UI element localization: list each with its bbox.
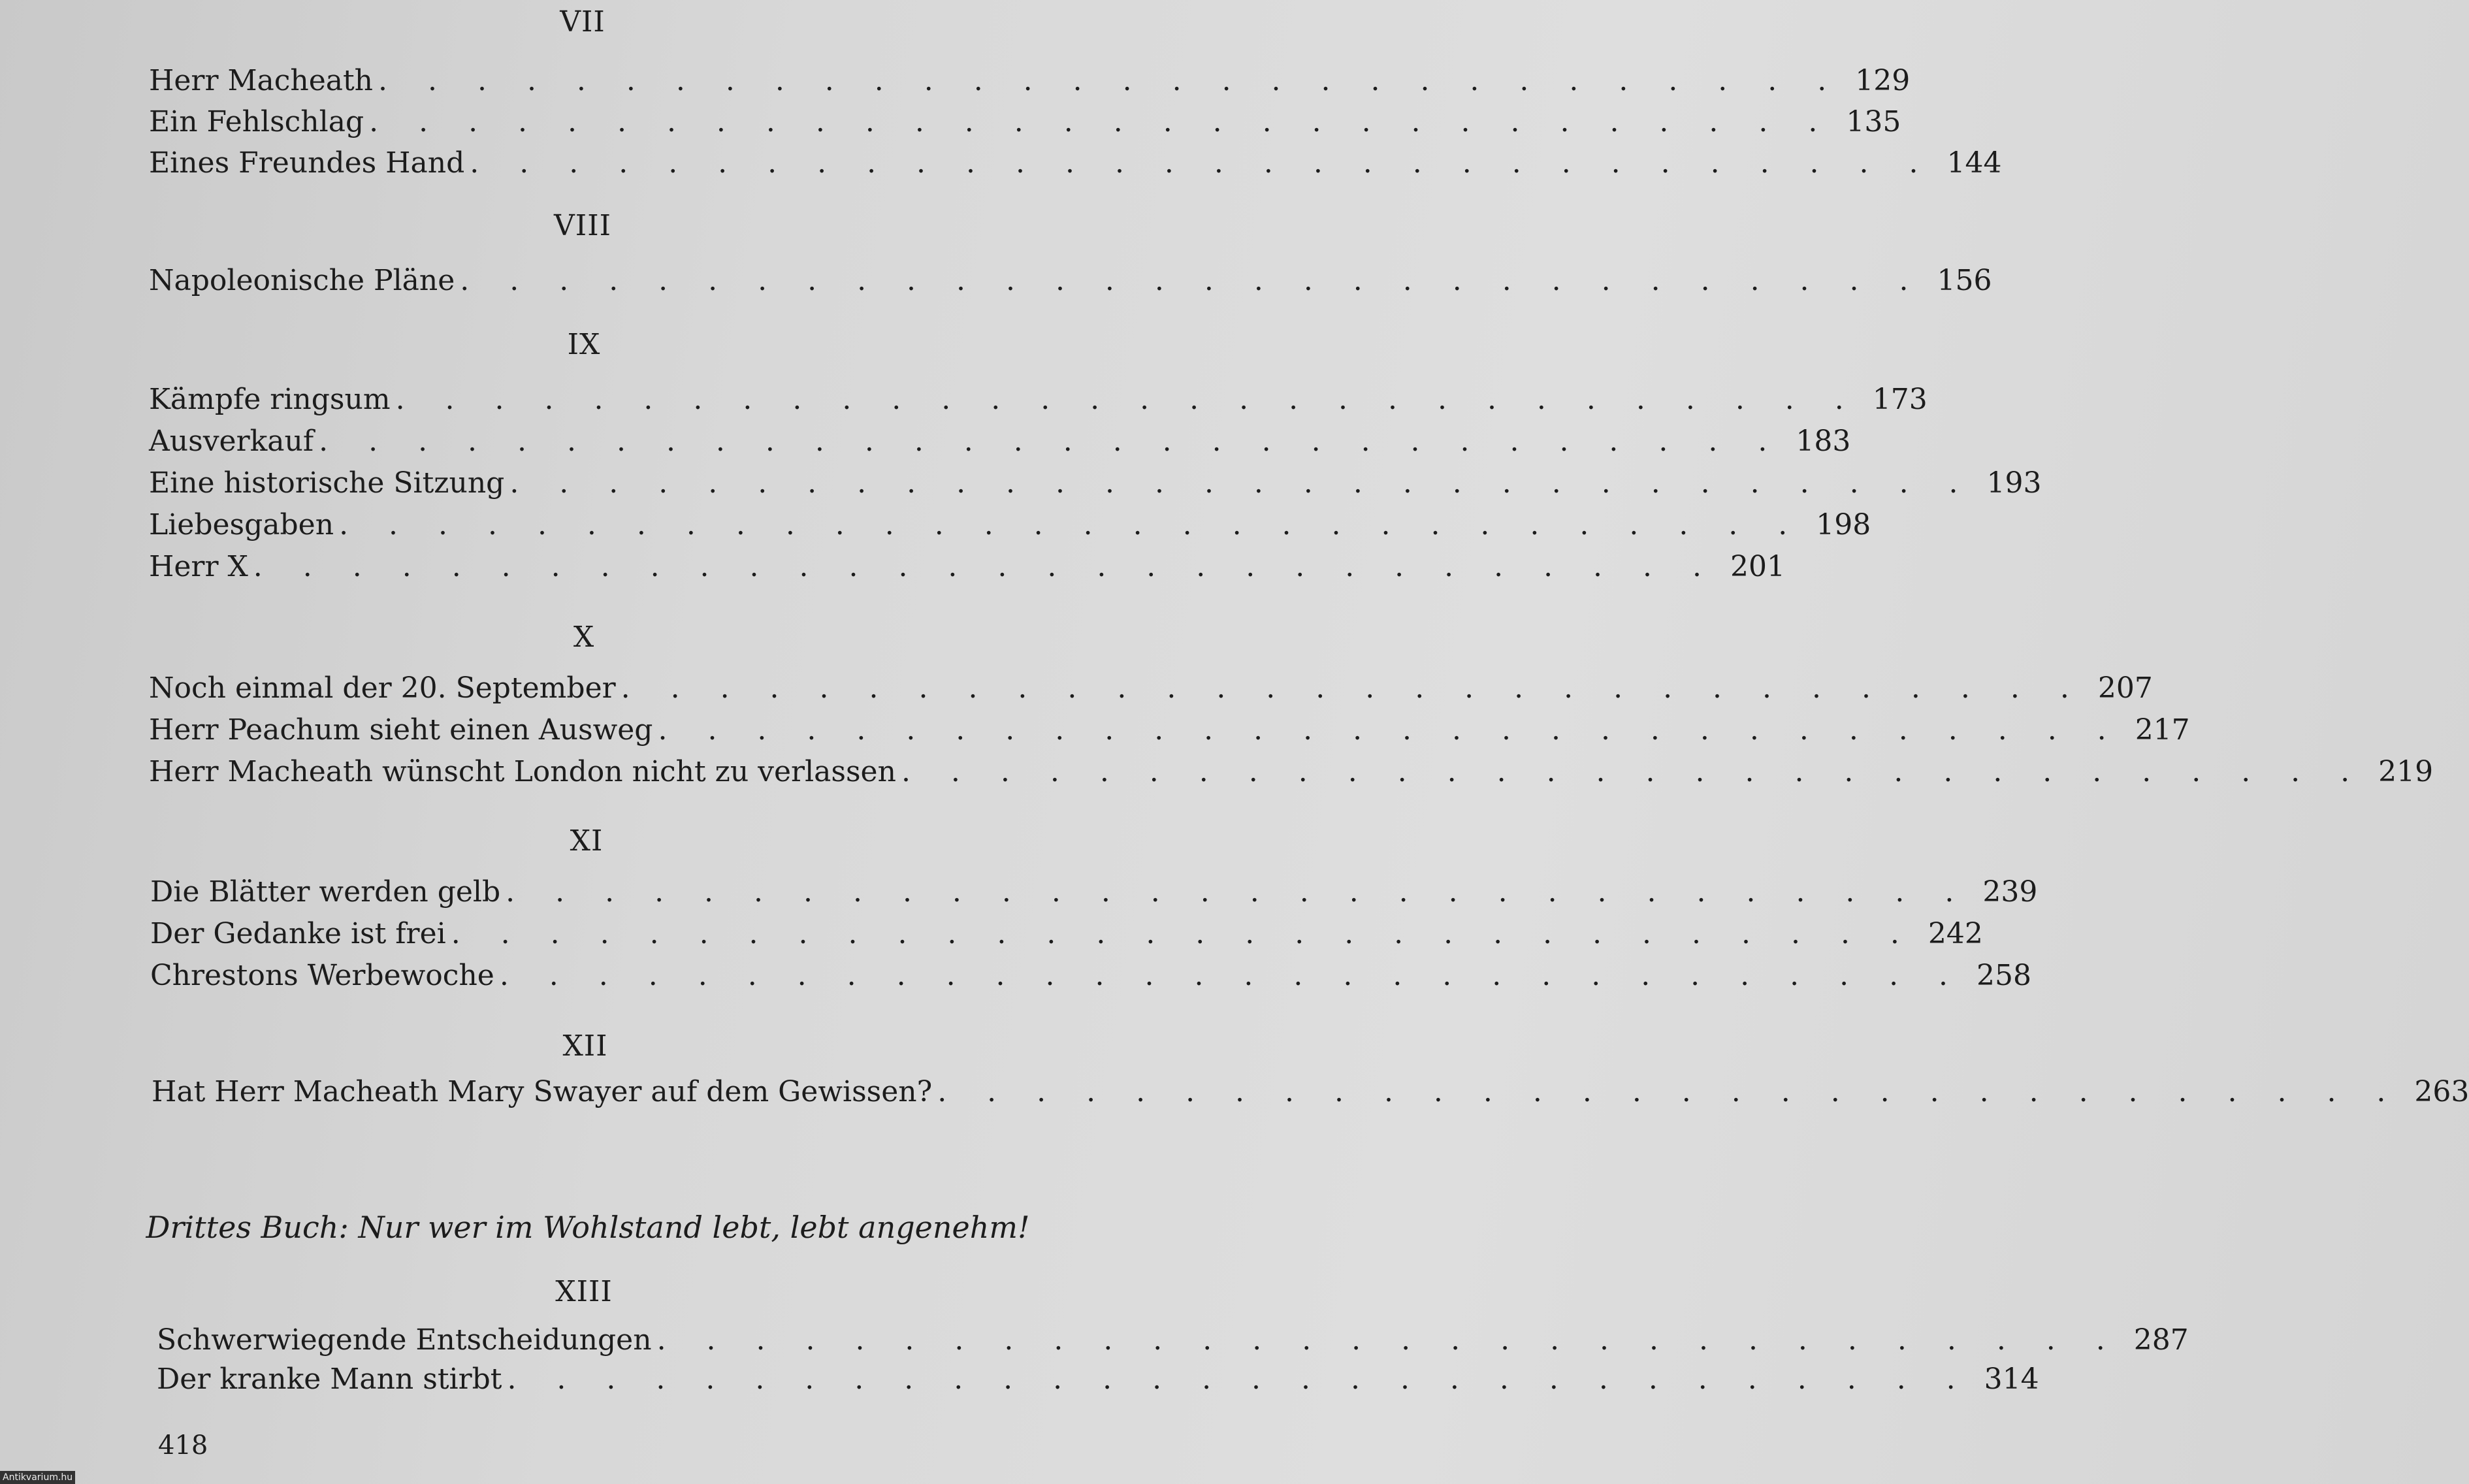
entry-title: Eine historische Sitzung bbox=[149, 466, 505, 500]
leader-dots: . . . . . . . . . . . . . . . . . . . . . . . . . . . . . . bbox=[395, 383, 1860, 416]
chapter-numeral: VII bbox=[560, 5, 605, 39]
chapter-numeral: XII bbox=[562, 1029, 608, 1063]
entry-title: Herr X bbox=[149, 550, 248, 583]
entry-page: 242 bbox=[1928, 917, 1983, 950]
toc-entry bbox=[150, 959, 2032, 992]
entry-title: Ausverkauf bbox=[149, 425, 314, 458]
leader-dots: . . . . . . . . . . . . . . . . . . . . . . . . . . . . . . bbox=[319, 425, 1783, 458]
leader-dots: . . . . . . . . . . . . . . . . . . . . . . . . . . . . . . bbox=[369, 105, 1833, 138]
entry-title: Eines Freundes Hand bbox=[149, 146, 465, 180]
entry-page: 258 bbox=[1977, 959, 2032, 992]
toc-entry bbox=[149, 713, 2190, 747]
leader-dots: . . . . . . . . . . . . . . . . . . . . . . . . . . . . . . bbox=[901, 755, 2366, 788]
entry-title: Der Gedanke ist frei bbox=[150, 917, 446, 950]
entry-page: 173 bbox=[1872, 383, 1928, 416]
leader-dots: . . . . . . . . . . . . . . . . . . . . . . . . . . . . . . bbox=[339, 508, 1803, 541]
leader-dots: . . . . . . . . . . . . . . . . . . . . . . . . . . . . . . bbox=[378, 64, 1843, 97]
toc-entry bbox=[149, 264, 1992, 297]
entry-page: 193 bbox=[1986, 466, 2042, 500]
entry-page: 263 bbox=[2414, 1075, 2469, 1108]
entry-page: 144 bbox=[1946, 146, 2002, 180]
entry-page: 207 bbox=[2097, 671, 2153, 705]
toc-entry bbox=[149, 425, 1851, 458]
toc-entry bbox=[149, 466, 2042, 500]
toc-entry bbox=[152, 1075, 2469, 1108]
toc-entry bbox=[149, 383, 1928, 416]
chapter-numeral: XI bbox=[570, 824, 604, 858]
toc-entry bbox=[149, 105, 1901, 138]
watermark: Antikvarium.hu bbox=[0, 1471, 75, 1484]
entry-page: 314 bbox=[1984, 1363, 2039, 1396]
toc-entry bbox=[157, 1323, 2189, 1357]
entry-page: 129 bbox=[1855, 64, 1911, 97]
toc-entry bbox=[149, 671, 2153, 705]
entry-title: Herr Peachum sieht einen Ausweg bbox=[149, 713, 653, 747]
entry-title: Chrestons Werbewoche bbox=[150, 959, 494, 992]
toc-entry bbox=[149, 755, 2434, 788]
chapter-numeral: XIII bbox=[555, 1275, 613, 1308]
leader-dots: . . . . . . . . . . . . . . . . . . . . . . . . . . . . . . bbox=[509, 466, 1974, 500]
leader-dots: . . . . . . . . . . . . . . . . . . . . . . . . . . . . . . bbox=[621, 671, 2085, 705]
entry-title: Herr Macheath bbox=[149, 64, 374, 97]
leader-dots: . . . . . . . . . . . . . . . . . . . . . . . . . . . . . . bbox=[658, 713, 2122, 747]
leader-dots: . . . . . . . . . . . . . . . . . . . . . . . . . . . . . . bbox=[470, 146, 1934, 180]
entry-page: 198 bbox=[1816, 508, 1871, 541]
entry-title: Liebesgaben bbox=[149, 508, 334, 541]
entry-title: Kämpfe ringsum bbox=[149, 383, 391, 416]
entry-title: Ein Fehlschlag bbox=[149, 105, 364, 138]
entry-page: 219 bbox=[2378, 755, 2434, 788]
toc-entry bbox=[150, 875, 2038, 909]
entry-title: Napoleonische Pläne bbox=[149, 264, 455, 297]
chapter-numeral: X bbox=[573, 621, 595, 654]
toc-entry bbox=[149, 550, 1785, 583]
leader-dots: . . . . . . . . . . . . . . . . . . . . . . . . . . . . . . bbox=[451, 917, 1915, 950]
entry-page: 287 bbox=[2133, 1323, 2189, 1357]
toc-entry bbox=[149, 64, 1911, 97]
toc-entry bbox=[149, 146, 2002, 180]
entry-page: 135 bbox=[1846, 105, 1901, 138]
toc-entry bbox=[149, 508, 1871, 541]
entry-title: Noch einmal der 20. September bbox=[149, 671, 616, 705]
entry-title: Die Blätter werden gelb bbox=[150, 875, 501, 909]
entry-title: Hat Herr Macheath Mary Swayer auf dem Gewissen? bbox=[152, 1075, 933, 1108]
leader-dots: . . . . . . . . . . . . . . . . . . . . . . . . . . . . . . bbox=[506, 875, 1970, 909]
leader-dots: . . . . . . . . . . . . . . . . . . . . . . . . . . . . . . bbox=[253, 550, 1717, 583]
chapter-numeral: VIII bbox=[554, 209, 611, 242]
entry-title: Herr Macheath wünscht London nicht zu verlassen bbox=[149, 755, 896, 788]
leader-dots: . . . . . . . . . . . . . . . . . . . . . . . . . . . . . . bbox=[507, 1363, 1971, 1396]
toc-entry bbox=[157, 1363, 2039, 1396]
entry-title: Der kranke Mann stirbt bbox=[157, 1363, 502, 1396]
toc-entry bbox=[150, 917, 1983, 950]
leader-dots: . . . . . . . . . . . . . . . . . . . . . . . . . . . . . . bbox=[656, 1323, 2121, 1357]
book-heading: Drittes Buch: Nur wer im Wohlstand lebt, lebt angenehm! bbox=[146, 1210, 1030, 1245]
entry-page: 201 bbox=[1730, 550, 1785, 583]
chapter-numeral: IX bbox=[567, 328, 601, 361]
leader-dots: . . . . . . . . . . . . . . . . . . . . . . . . . . . . . . bbox=[937, 1075, 2402, 1108]
entry-page: 183 bbox=[1796, 425, 1851, 458]
entry-title: Schwerwiegende Entscheidungen bbox=[157, 1323, 652, 1357]
entry-page: 239 bbox=[1982, 875, 2038, 909]
entry-page: 156 bbox=[1937, 264, 1992, 297]
page-number: 418 bbox=[158, 1430, 208, 1460]
entry-page: 217 bbox=[2135, 713, 2190, 747]
leader-dots: . . . . . . . . . . . . . . . . . . . . . . . . . . . . . . bbox=[499, 959, 1964, 992]
leader-dots: . . . . . . . . . . . . . . . . . . . . . . . . . . . . . . bbox=[460, 264, 1924, 297]
